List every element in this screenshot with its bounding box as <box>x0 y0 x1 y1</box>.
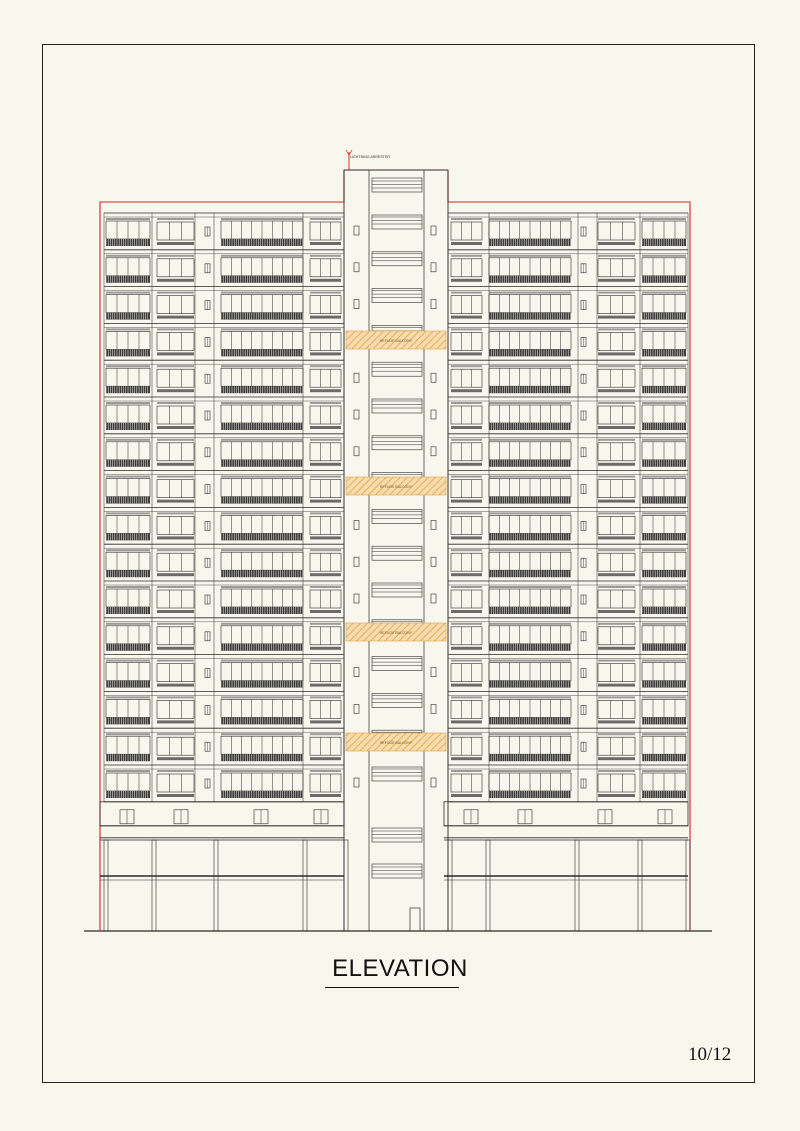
sheet-number: 10/12 <box>688 1044 732 1065</box>
refuge-balcony-label: REFUGE BALCONY <box>379 339 413 343</box>
refuge-balcony-label: REFUGE BALCONY <box>379 485 413 489</box>
title-underline <box>325 987 459 988</box>
building-elevation <box>84 150 712 931</box>
drawing-title: ELEVATION <box>332 955 468 982</box>
lightning-arrester-label: LIGHTNING ARRESTER <box>350 155 390 159</box>
refuge-balcony-label: REFUGE BALCONY <box>379 631 413 635</box>
refuge-balcony-label: REFUGE BALCONY <box>379 741 413 745</box>
